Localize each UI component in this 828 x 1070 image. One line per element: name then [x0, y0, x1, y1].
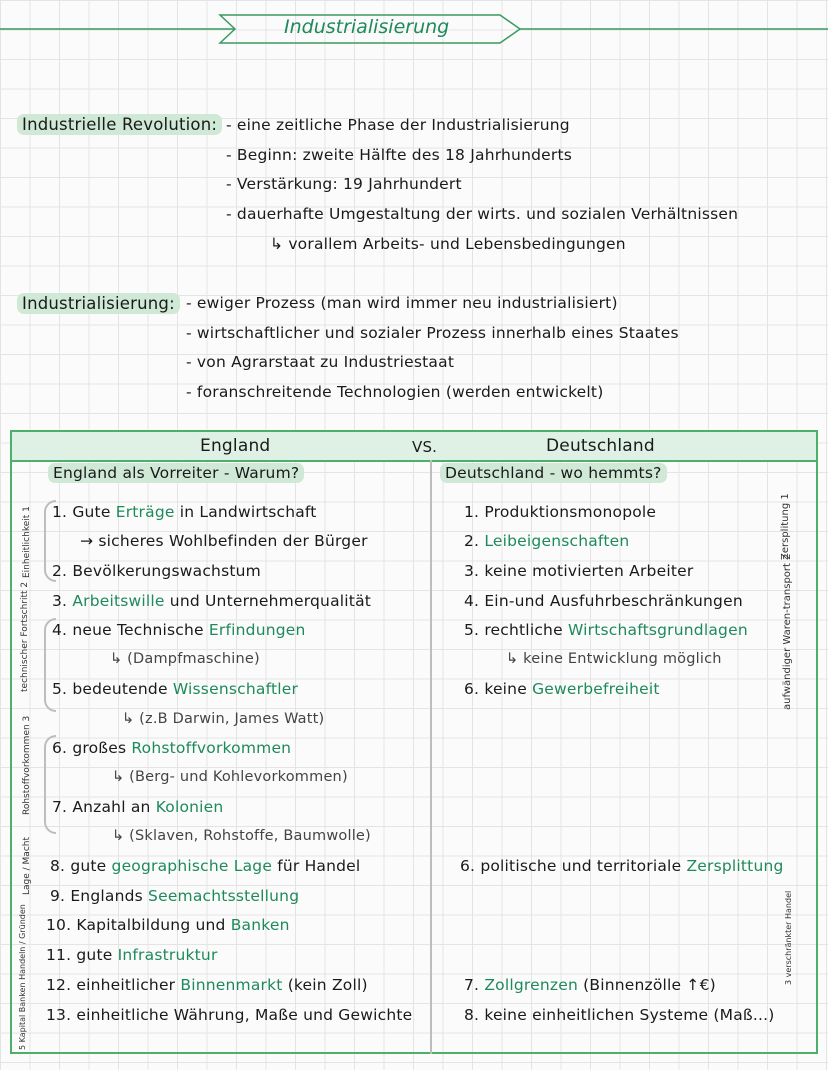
table-divider [430, 460, 432, 1054]
term-label: Industrielle Revolution: [17, 114, 222, 135]
definition-line: - eine zeitliche Phase der Industrialisierung [226, 116, 570, 134]
group-bracket [44, 735, 56, 834]
side-note: Rohstoffvorkommen 3 [22, 715, 32, 815]
list-item: 7. Anzahl an Kolonien [52, 798, 224, 816]
definition-line: ↳ vorallem Arbeits- und Lebensbedingungen [270, 235, 626, 253]
list-subitem: ↳ (Berg- und Kohlevorkommen) [112, 769, 348, 785]
list-item: 1. Gute Erträge in Landwirtschaft [52, 503, 317, 521]
list-item: 6. keine Gewerbefreiheit [464, 680, 660, 698]
definition-line: - dauerhafte Umgestaltung der wirts. und sozialen Verhältnissen [226, 205, 739, 223]
england-header: England [200, 436, 271, 456]
term-label: Industrialisierung: [17, 293, 180, 314]
side-note: technischer Fortschritt 2 [20, 581, 30, 692]
definition-line: - ewiger Prozess (man wird immer neu industrialisiert) [186, 294, 618, 312]
side-note: 5 Kapital Banken Handeln / Gründen [18, 904, 27, 1050]
list-item: 3. keine motivierten Arbeiter [464, 562, 694, 580]
group-bracket [44, 500, 56, 582]
list-item: 3. Arbeitswille und Unternehmerqualität [52, 592, 372, 610]
list-item: 2. Bevölkerungswachstum [52, 562, 261, 580]
list-item: 4. Ein-und Ausfuhrbeschränkungen [464, 592, 743, 610]
list-item: 1. Produktionsmonopole [464, 503, 657, 521]
list-item: → sicheres Wohlbefinden der Bürger [80, 532, 368, 550]
list-item: 4. neue Technische Erfindungen [52, 621, 306, 639]
list-item: 11. gute Infrastruktur [46, 946, 218, 964]
list-item: 2. Leibeigenschaften [464, 532, 630, 550]
group-bracket [44, 618, 56, 712]
side-note: aufwändiger Waren-transport 2 [782, 553, 793, 710]
list-item: 10. Kapitalbildung und Banken [46, 916, 290, 934]
side-note: Einheitlichkeit 1 [22, 506, 32, 578]
definition-line: - wirtschaftlicher und sozialer Prozess innerhalb eines Staates [186, 324, 679, 342]
page-title: Industrialisierung [284, 16, 450, 38]
list-item: 8. gute geographische Lage für Handel [50, 857, 361, 875]
vs-label: VS. [412, 438, 438, 456]
definition-line: - Beginn: zweite Hälfte des 18 Jahrhunderts [226, 146, 573, 164]
definition-line: - Verstärkung: 19 Jahrhundert [226, 175, 462, 193]
germany-subheading: Deutschland - wo hemmts? [440, 463, 667, 483]
list-subitem: ↳ (Sklaven, Rohstoffe, Baumwolle) [112, 828, 371, 844]
side-note: 3 verschränkter Handel [784, 890, 793, 985]
list-subitem: ↳ keine Entwicklung möglich [506, 651, 722, 667]
list-item: 6. politische und territoriale Zersplittung [460, 857, 784, 875]
side-note: Lage / Macht [22, 837, 32, 895]
side-note: Zersplitung 1 [780, 493, 791, 560]
list-subitem: ↳ (Dampfmaschine) [110, 651, 260, 667]
list-item: 5. bedeutende Wissenschaftler [52, 680, 299, 698]
definition-line: - von Agrarstaat zu Industriestaat [186, 353, 455, 371]
england-subheading: England als Vorreiter - Warum? [48, 463, 304, 483]
list-subitem: ↳ (z.B Darwin, James Watt) [122, 711, 325, 727]
list-item: 13. einheitliche Währung, Maße und Gewichte [46, 1006, 413, 1024]
definition-line: - foranschreitende Technologien (werden entwickelt) [186, 383, 604, 401]
list-item: 5. rechtliche Wirtschaftsgrundlagen [464, 621, 748, 639]
list-item: 6. großes Rohstoffvorkommen [52, 739, 292, 757]
list-item: 7. Zollgrenzen (Binnenzölle ↑€) [464, 976, 716, 994]
list-item: 9. Englands Seemachtsstellung [50, 887, 300, 905]
germany-header: Deutschland [546, 436, 655, 456]
list-item: 8. keine einheitlichen Systeme (Maß...) [464, 1006, 775, 1024]
list-item: 12. einheitlicher Binnenmarkt (kein Zoll) [46, 976, 368, 994]
